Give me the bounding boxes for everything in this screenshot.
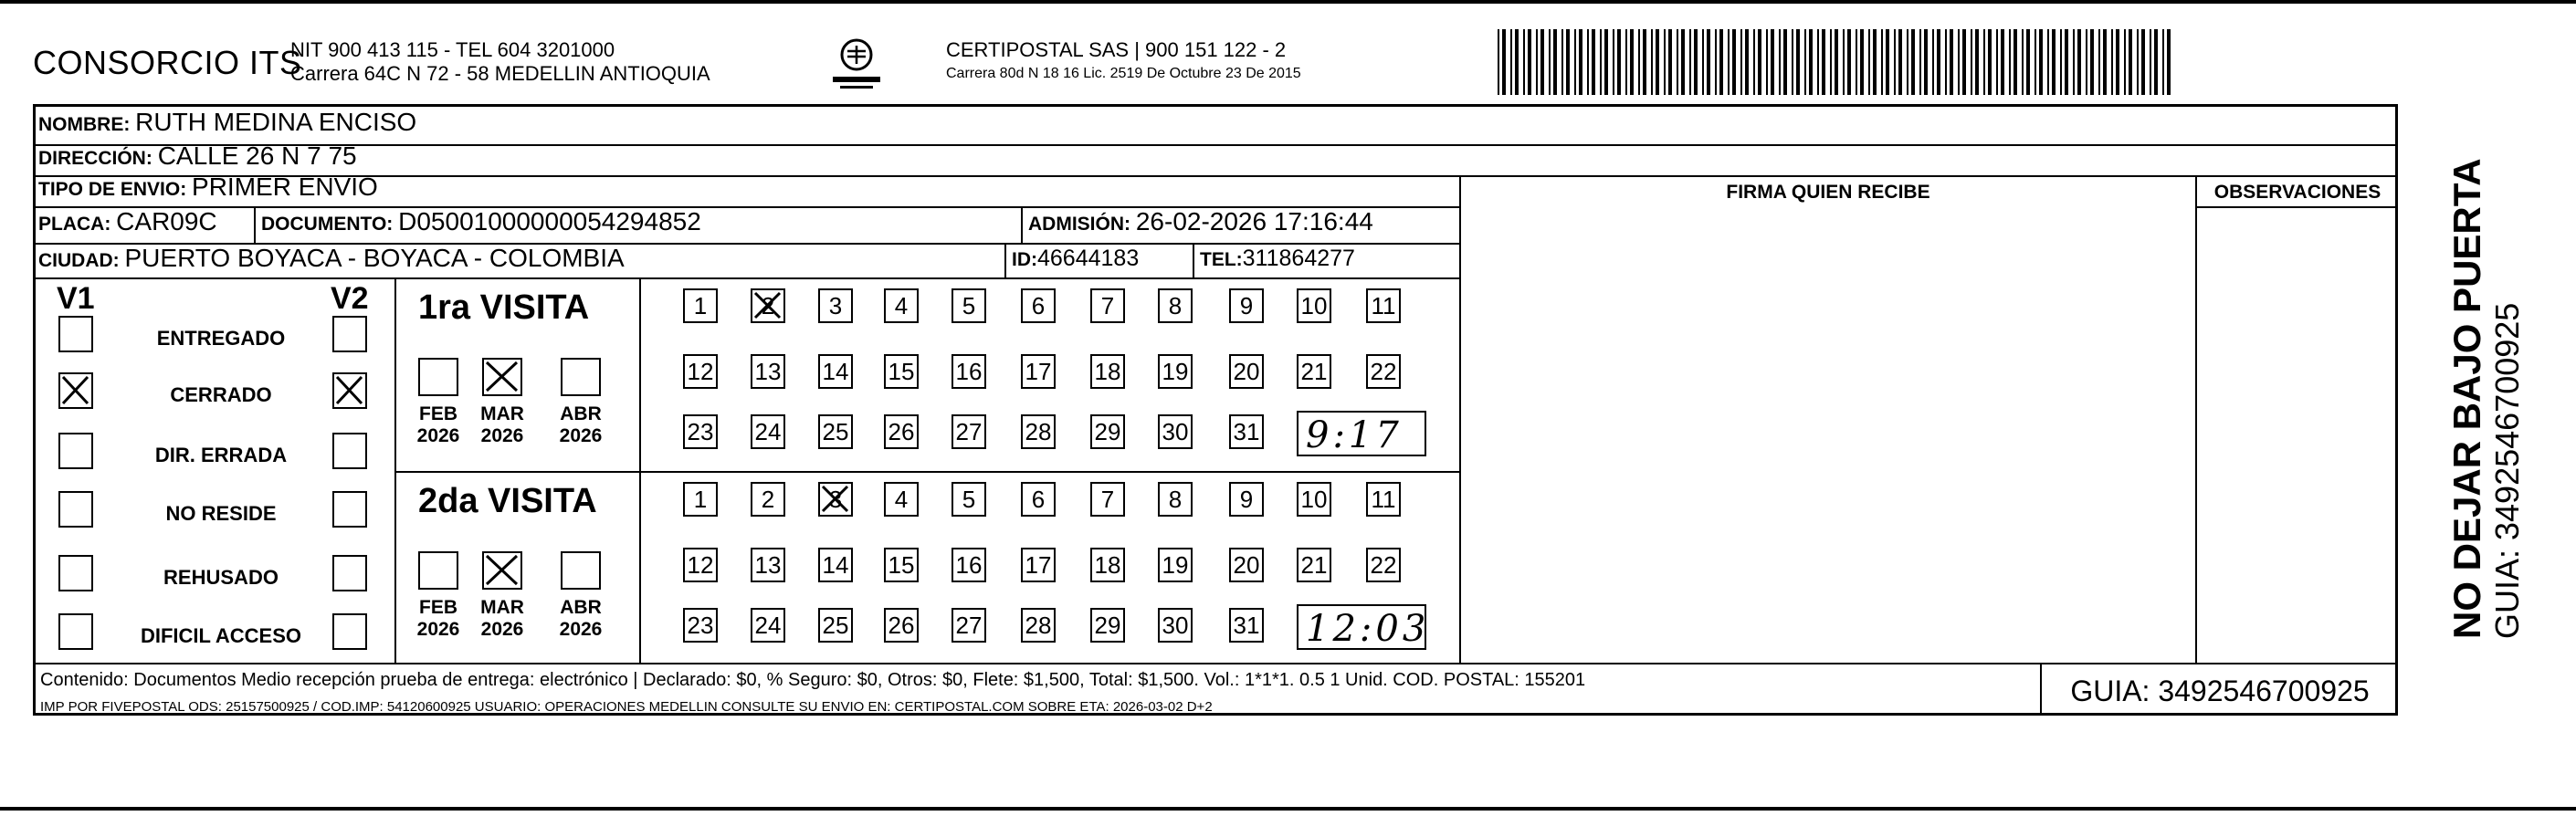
day-box[interactable]: 1	[683, 482, 718, 517]
day-box[interactable]: 25	[818, 608, 853, 643]
barcode-bar	[1983, 29, 1985, 95]
day-box[interactable]: 27	[952, 414, 986, 449]
month-checkbox[interactable]	[561, 551, 601, 590]
day-box[interactable]: 12	[683, 548, 718, 582]
firma-header: FIRMA QUIEN RECIBE	[1726, 182, 1930, 203]
barcode-bar	[1843, 29, 1845, 95]
day-box[interactable]: 14	[818, 354, 853, 389]
day-box[interactable]: 18	[1090, 354, 1125, 389]
day-check-mark	[820, 484, 850, 514]
barcode-bar	[1502, 29, 1506, 95]
day-box[interactable]: 15	[884, 548, 919, 582]
barcode-bar	[2047, 29, 2049, 95]
barcode-bar	[2111, 29, 2113, 95]
day-box[interactable]: 19	[1158, 548, 1193, 582]
barcode-bar	[2129, 29, 2132, 95]
barcode-bar	[2167, 29, 2171, 95]
month-year: 2026	[559, 425, 603, 446]
day-box[interactable]: 16	[952, 354, 986, 389]
day-box[interactable]: 1	[683, 288, 718, 323]
day-box[interactable]: 4	[884, 482, 919, 517]
day-box[interactable]: 24	[751, 608, 785, 643]
day-box[interactable]: 19	[1158, 354, 1193, 389]
month-checkbox[interactable]	[482, 358, 522, 396]
status-option-label: DIR. ERRADA	[154, 444, 288, 466]
day-box[interactable]: 31	[1229, 608, 1264, 643]
barcode-bar	[1937, 29, 1940, 95]
nombre-value: RUTH MEDINA ENCISO	[135, 108, 417, 136]
barcode-bar	[2065, 29, 2068, 95]
obs-header-divider	[2197, 206, 2398, 208]
barcode-bar	[1677, 29, 1678, 95]
barcode-bar	[2060, 29, 2062, 95]
barcode-bar	[1958, 29, 1960, 95]
id-label: ID:	[1012, 249, 1037, 270]
day-box[interactable]: 30	[1158, 608, 1193, 643]
v1-check-mark	[60, 374, 90, 406]
barcode-bar	[1604, 29, 1608, 95]
day-box[interactable]: 16	[952, 548, 986, 582]
cell-divider	[394, 277, 396, 663]
barcode-bar	[1707, 29, 1710, 95]
day-box[interactable]: 2	[751, 482, 785, 517]
barcode-bar	[2013, 29, 2017, 95]
barcode-bar	[1745, 29, 1749, 95]
day-box[interactable]: 26	[884, 608, 919, 643]
barcode-bar	[2124, 29, 2126, 95]
day-box[interactable]: 27	[952, 608, 986, 643]
barcode-bar	[1587, 29, 1589, 95]
barcode-bar	[1553, 29, 1557, 95]
barcode-bar	[1656, 29, 1659, 95]
day-box[interactable]: 28	[1021, 608, 1056, 643]
status-option-label: DIFICIL ACCESO	[140, 624, 301, 647]
day-box[interactable]: 13	[751, 548, 785, 582]
barcode-bar	[1804, 29, 1806, 95]
barcode-bar	[1962, 29, 1966, 95]
handwritten-time-box	[1297, 604, 1430, 650]
company-name: CONSORCIO ITS	[33, 44, 302, 81]
day-box[interactable]: 6	[1021, 482, 1056, 517]
courier-name: CERTIPOSTAL SAS | 900 151 122 - 2	[946, 38, 1287, 61]
barcode-bar	[2137, 29, 2139, 95]
barcode-bar	[1950, 29, 1953, 95]
barcode-bar	[2162, 29, 2164, 95]
barcode-bar	[1625, 29, 1627, 95]
v2-checkbox[interactable]	[332, 433, 367, 469]
barcode-bar	[1894, 29, 1896, 95]
day-box[interactable]: 30	[1158, 414, 1193, 449]
day-box[interactable]: 4	[884, 288, 919, 323]
v2-checkbox[interactable]	[332, 316, 367, 352]
placa-value: CAR09C	[116, 207, 217, 235]
month-label	[476, 597, 529, 641]
barcode-bar	[2022, 29, 2024, 95]
row-divider	[33, 277, 1461, 279]
barcode-bar	[2009, 29, 2011, 95]
barcode-bar	[1681, 29, 1685, 95]
no-dejar-warning: NO DEJAR BAJO PUERTA	[2445, 158, 2488, 639]
barcode-bar	[2026, 29, 2030, 95]
tipo-field	[38, 173, 378, 202]
month-checkbox[interactable]	[482, 551, 522, 590]
barcode-bar	[1847, 29, 1851, 95]
day-box[interactable]: 23	[683, 414, 718, 449]
barcode-bar	[2103, 29, 2107, 95]
cell-divider	[1193, 243, 1194, 277]
barcode-bar	[1881, 29, 1883, 95]
barcode-bar	[1515, 29, 1519, 95]
barcode-bar	[1809, 29, 1813, 95]
status-option-label: CERRADO	[170, 383, 272, 406]
footer-content: Contenido: Documentos Medio recepción prueba de entrega: electrónico | Declarado: $0, % Seguro: $0, Otros: $0, Flete: $1,500, Total: $1,500. Vol.: 1*1*1. 0.5 1 Unid. COD. POSTAL: 155201	[40, 670, 1586, 690]
v2-checkbox[interactable]	[332, 613, 367, 650]
month-label	[412, 597, 465, 641]
handwritten-time-box	[1297, 411, 1426, 456]
month-year: 2026	[480, 425, 524, 446]
guia-number-text: GUIA: 3492546700925	[2070, 675, 2370, 707]
day-box[interactable]: 24	[751, 414, 785, 449]
company-contact	[290, 38, 710, 86]
barcode-bar	[1592, 29, 1595, 95]
barcode-bar	[1886, 29, 1889, 95]
bottom-rule	[0, 807, 2576, 811]
day-box[interactable]: 20	[1229, 548, 1264, 582]
barcode-bar	[1919, 29, 1921, 95]
barcode-bar	[1600, 29, 1602, 95]
admision-field	[1028, 207, 1373, 236]
documento-field	[261, 207, 701, 236]
courier-address: Carrera 80d N 18 16 Lic. 2519 De Octubre 23 De 2015	[946, 66, 1301, 81]
barcode-bar	[1924, 29, 1928, 95]
barcode-bar	[1574, 29, 1576, 95]
cell-divider	[639, 277, 641, 663]
admision-value: 26-02-2026 17:16:44	[1135, 207, 1373, 235]
barcode-bar	[2035, 29, 2036, 95]
day-box[interactable]: 8	[1158, 482, 1193, 517]
barcode-bar	[1523, 29, 1525, 95]
month-label	[554, 597, 607, 641]
nombre-field	[38, 108, 416, 137]
day-box[interactable]: 3	[818, 288, 853, 323]
day-box[interactable]: 10	[1297, 288, 1331, 323]
col-divider	[1459, 175, 1461, 664]
v1-checkbox[interactable]	[58, 316, 93, 352]
barcode-bar	[1528, 29, 1531, 95]
barcode-bar	[2052, 29, 2056, 95]
v1-checkbox[interactable]	[58, 433, 93, 469]
placa-field	[38, 207, 217, 236]
barcode-bar	[1651, 29, 1653, 95]
barcode-bar	[1873, 29, 1877, 95]
month-name: MAR	[480, 597, 524, 618]
barcode-bar	[2098, 29, 2100, 95]
ciudad-label: CIUDAD:	[38, 250, 120, 271]
barcode-bar	[1540, 29, 1544, 95]
month-name: FEB	[419, 403, 457, 424]
col-divider	[2195, 175, 2197, 664]
barcode-bar	[1783, 29, 1787, 95]
day-box[interactable]: 2	[751, 288, 785, 323]
month-name: ABR	[560, 597, 602, 618]
day-check-mark	[752, 290, 783, 320]
cell-divider	[254, 206, 256, 243]
day-box[interactable]: 12	[683, 354, 718, 389]
barcode-bar	[1945, 29, 1947, 95]
barcode-bar	[1971, 29, 1972, 95]
day-box[interactable]: 11	[1366, 482, 1401, 517]
day-box[interactable]: 5	[952, 482, 986, 517]
v2-check-mark	[334, 374, 364, 406]
barcode-bar	[1579, 29, 1582, 95]
barcode-bar	[1830, 29, 1832, 95]
month-year: 2026	[480, 619, 524, 640]
ciudad-value: PUERTO BOYACA - BOYACA - COLOMBIA	[124, 244, 625, 272]
barcode-bar	[2086, 29, 2087, 95]
barcode-bar	[1988, 29, 1992, 95]
barcode-bar	[1549, 29, 1551, 95]
visit-title: 1ra VISITA	[418, 288, 590, 327]
day-box[interactable]: 20	[1229, 354, 1264, 389]
barcode-bar	[1638, 29, 1640, 95]
barcode-bar	[1766, 29, 1768, 95]
tel-label: TEL:	[1200, 249, 1243, 270]
barcode-bar	[2116, 29, 2119, 95]
ciudad-field	[38, 244, 625, 273]
barcode-bar	[1868, 29, 1870, 95]
month-checkbox[interactable]	[561, 358, 601, 396]
barcode-bar	[1975, 29, 1979, 95]
barcode-bar	[1630, 29, 1634, 95]
guia-number	[2042, 667, 2398, 716]
day-box[interactable]: 3	[818, 482, 853, 517]
barcode-bar	[1856, 29, 1857, 95]
v2-checkbox[interactable]	[332, 491, 367, 528]
month-name: MAR	[480, 403, 524, 424]
day-box[interactable]: 29	[1090, 414, 1125, 449]
month-label	[412, 403, 465, 447]
day-box[interactable]: 26	[884, 414, 919, 449]
barcode-bar	[1792, 29, 1793, 95]
row-divider	[33, 175, 2398, 177]
barcode-bar	[1860, 29, 1864, 95]
direccion-value: CALLE 26 N 7 75	[157, 141, 357, 170]
company-address: Carrera 64C N 72 - 58 MEDELLIN ANTIOQUIA	[290, 62, 710, 85]
barcode-bar	[2001, 29, 2004, 95]
visit-title: 2da VISITA	[418, 482, 597, 520]
side-guia: GUIA: 3492546700925	[2488, 302, 2526, 639]
month-label	[476, 403, 529, 447]
barcode-bar	[1779, 29, 1781, 95]
day-box[interactable]: 13	[751, 354, 785, 389]
day-box[interactable]: 29	[1090, 608, 1125, 643]
certipostal-logo	[831, 37, 882, 93]
barcode-bar	[1668, 29, 1672, 95]
nombre-label: NOMBRE:	[38, 114, 131, 135]
direccion-field	[38, 141, 357, 171]
month-check-mark	[484, 360, 520, 393]
tipo-value: PRIMER ENVIO	[192, 173, 378, 201]
barcode-bar	[1715, 29, 1717, 95]
day-box[interactable]: 25	[818, 414, 853, 449]
barcode-bar	[1771, 29, 1774, 95]
month-checkbox[interactable]	[418, 551, 458, 590]
barcode-bar	[1740, 29, 1742, 95]
barcode-bar	[1796, 29, 1800, 95]
month-year: 2026	[559, 619, 603, 640]
side-notice	[2447, 158, 2528, 639]
status-option-label: ENTREGADO	[156, 327, 286, 350]
barcode-bar	[1664, 29, 1666, 95]
observaciones-header: OBSERVACIONES	[2213, 182, 2381, 203]
barcode-bar	[2154, 29, 2158, 95]
month-name: ABR	[560, 403, 602, 424]
barcode-bar	[1758, 29, 1761, 95]
barcode-bar	[1689, 29, 1691, 95]
barcode-bar	[1932, 29, 1934, 95]
barcode-bar	[1732, 29, 1736, 95]
barcode-bar	[2077, 29, 2081, 95]
cell-divider	[1004, 243, 1006, 277]
day-box[interactable]: 22	[1366, 548, 1401, 582]
barcode-bar	[1510, 29, 1512, 95]
admision-label: ADMISIÓN:	[1028, 214, 1130, 235]
barcode-bar	[2090, 29, 2094, 95]
barcode-bar	[1898, 29, 1902, 95]
barcode-bar	[1536, 29, 1538, 95]
month-check-mark	[484, 553, 520, 587]
month-label	[554, 403, 607, 447]
day-box[interactable]: 21	[1297, 548, 1331, 582]
month-checkbox[interactable]	[418, 358, 458, 396]
documento-value: D05001000000054294852	[398, 207, 701, 235]
tel-field	[1200, 246, 1355, 272]
footer-print-info: IMP POR FIVEPOSTAL ODS: 25157500925 / COD.IMP: 54120600925 USUARIO: OPERACIONES MEDELLIN CONSULTE SU ENVIO EN: CERTIPOSTAL.COM SOBRE ETA: 2026-03-02 D+2	[40, 699, 1213, 715]
day-box[interactable]: 21	[1297, 354, 1331, 389]
day-box[interactable]: 31	[1229, 414, 1264, 449]
day-box[interactable]: 22	[1366, 354, 1401, 389]
day-box[interactable]: 15	[884, 354, 919, 389]
handwritten-time: 12:03	[1306, 608, 1430, 650]
day-box[interactable]: 10	[1297, 482, 1331, 517]
barcode-bar	[1822, 29, 1825, 95]
day-box[interactable]: 9	[1229, 288, 1264, 323]
barcode-bar	[1561, 29, 1563, 95]
day-box[interactable]: 5	[952, 288, 986, 323]
v1-checkbox[interactable]	[58, 613, 93, 650]
day-box[interactable]: 17	[1021, 354, 1056, 389]
day-box[interactable]: 6	[1021, 288, 1056, 323]
handwritten-time: 9:17	[1306, 414, 1403, 456]
barcode	[1498, 29, 2178, 95]
day-box[interactable]: 9	[1229, 482, 1264, 517]
top-rule	[0, 0, 2576, 4]
barcode-bar	[2073, 29, 2075, 95]
v1-checkbox[interactable]	[58, 372, 93, 409]
barcode-bar	[2141, 29, 2145, 95]
barcode-bar	[1996, 29, 1998, 95]
tipo-label: TIPO DE ENVIO:	[38, 179, 187, 200]
company-nit: NIT 900 413 115 - TEL 604 3201000	[290, 38, 615, 61]
v1-checkbox[interactable]	[58, 491, 93, 528]
barcode-bar	[1617, 29, 1621, 95]
barcode-bar	[2039, 29, 2043, 95]
documento-label: DOCUMENTO:	[261, 214, 394, 235]
v2-checkbox[interactable]	[332, 372, 367, 409]
barcode-bar	[1566, 29, 1570, 95]
courier-info	[946, 38, 1301, 86]
barcode-bar	[1643, 29, 1646, 95]
row-divider	[33, 144, 2398, 146]
id-value: 46644183	[1037, 246, 1140, 271]
day-box[interactable]: 18	[1090, 548, 1125, 582]
barcode-bar	[1753, 29, 1755, 95]
barcode-bar	[1719, 29, 1723, 95]
cell-divider	[1021, 206, 1023, 243]
v1-header: V1	[57, 281, 95, 316]
month-year: 2026	[416, 619, 460, 640]
v2-header: V2	[331, 281, 369, 316]
tel-value: 311864277	[1242, 246, 1355, 271]
barcode-bar	[1694, 29, 1698, 95]
barcode-bar	[1817, 29, 1819, 95]
visit-divider	[394, 471, 1460, 473]
placa-label: PLACA:	[38, 214, 111, 235]
barcode-bar	[1728, 29, 1730, 95]
barcode-bar	[2150, 29, 2151, 95]
barcode-bar	[1835, 29, 1838, 95]
day-box[interactable]: 23	[683, 608, 718, 643]
barcode-bar	[1911, 29, 1915, 95]
day-box[interactable]: 17	[1021, 548, 1056, 582]
v1-checkbox[interactable]	[58, 555, 93, 591]
day-box[interactable]: 28	[1021, 414, 1056, 449]
id-field	[1012, 246, 1139, 272]
status-option-label: NO RESIDE	[165, 502, 277, 525]
day-box[interactable]: 7	[1090, 482, 1125, 517]
day-box[interactable]: 7	[1090, 288, 1125, 323]
barcode-bar	[1498, 29, 1499, 95]
direccion-label: DIRECCIÓN:	[38, 148, 152, 169]
v2-checkbox[interactable]	[332, 555, 367, 591]
barcode-bar	[1613, 29, 1614, 95]
barcode-bar	[1907, 29, 1908, 95]
day-box[interactable]: 8	[1158, 288, 1193, 323]
footer-divider	[33, 663, 2398, 664]
month-name: FEB	[419, 597, 457, 618]
status-option-label: REHUSADO	[163, 566, 279, 589]
day-box[interactable]: 11	[1366, 288, 1401, 323]
day-box[interactable]: 14	[818, 548, 853, 582]
barcode-bar	[1702, 29, 1704, 95]
month-year: 2026	[416, 425, 460, 446]
